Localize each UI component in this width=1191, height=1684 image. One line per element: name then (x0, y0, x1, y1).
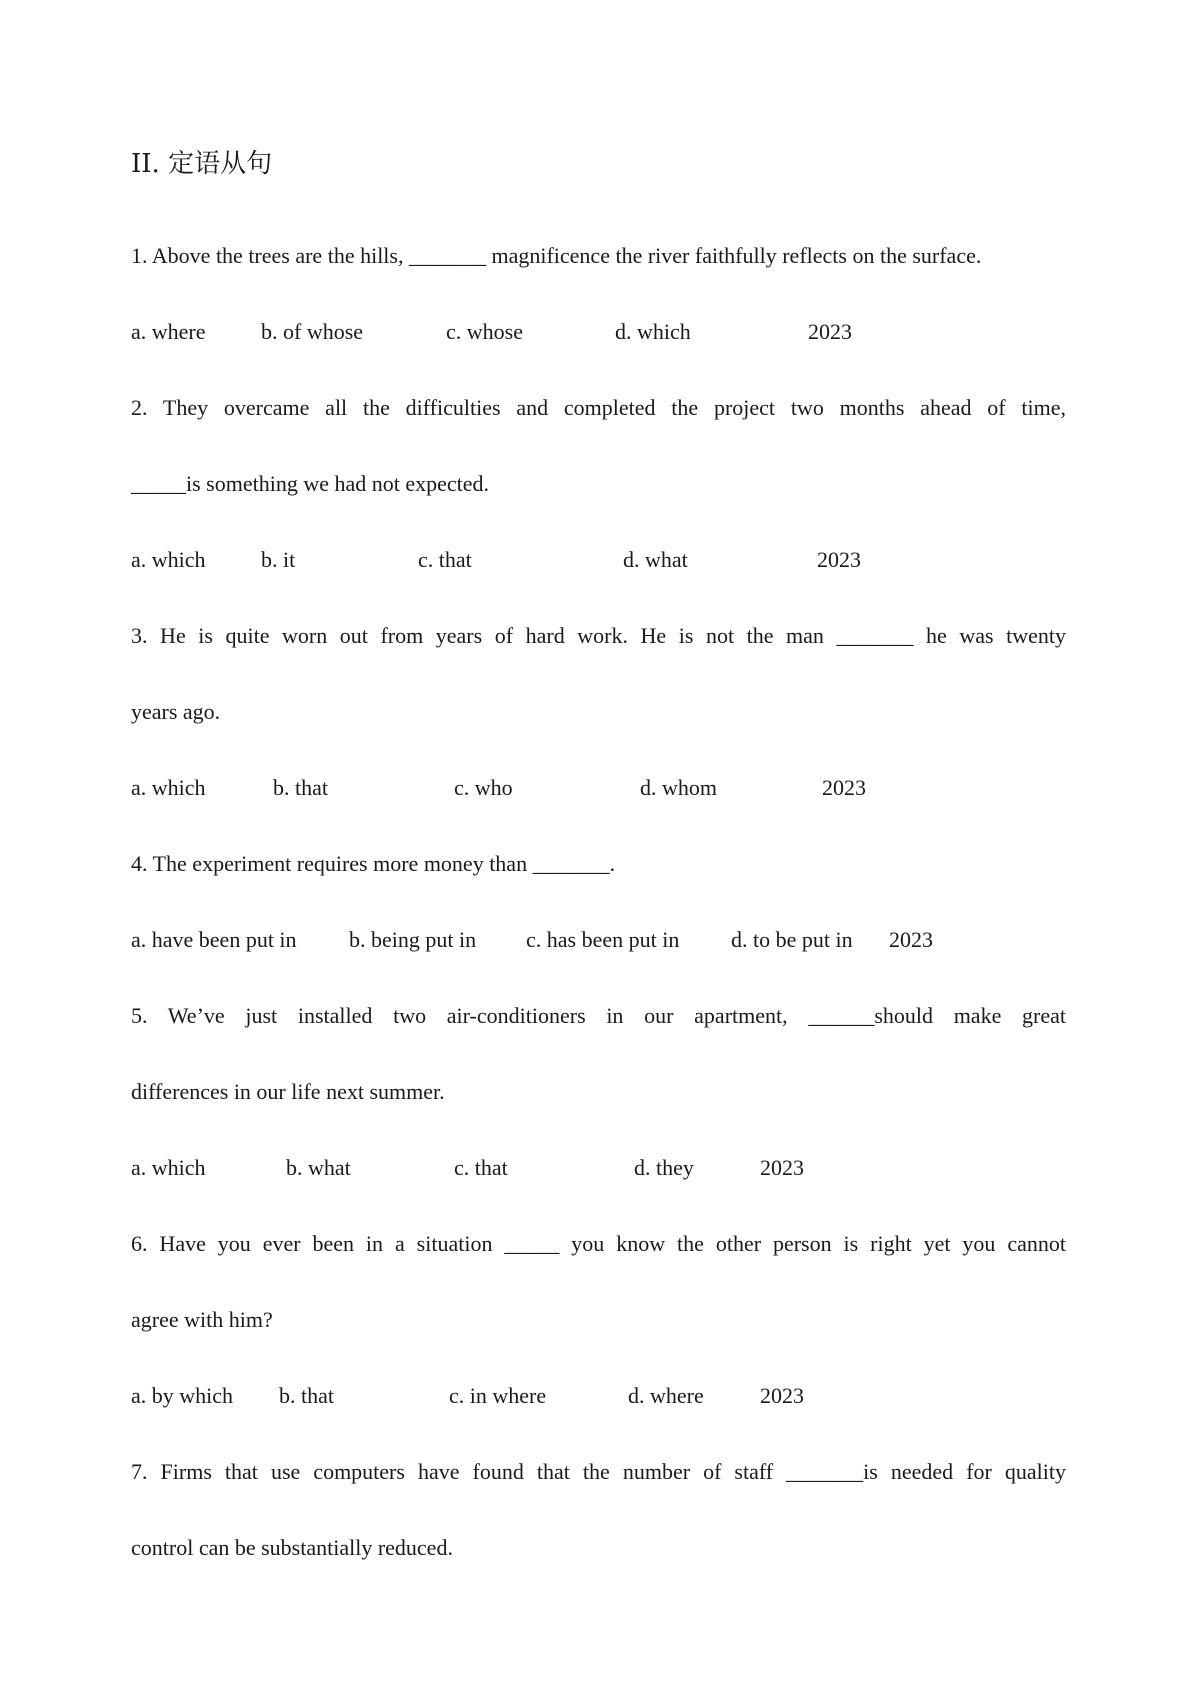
option-b: b. of whose (261, 319, 364, 344)
option-b: b. it (261, 547, 296, 572)
option-d: d. they (634, 1155, 694, 1180)
question-3-text: 3. He is quite worn out from years of hard work. He is not the man _______ he was twenty (131, 623, 1066, 648)
option-a: a. where (131, 319, 206, 344)
question-year: 2023 (822, 775, 866, 800)
option-d: d. what (623, 547, 688, 572)
option-a: a. have been put in (131, 927, 297, 952)
option-c: c. whose (446, 319, 523, 344)
question-6-text-cont: agree with him? (131, 1307, 273, 1332)
question-year: 2023 (760, 1383, 804, 1408)
question-2-text-cont: _____is something we had not expected. (131, 471, 490, 496)
option-a: a. which (131, 1155, 206, 1180)
section-heading: II. 定语从句 (131, 149, 273, 179)
option-b: b. what (286, 1155, 351, 1180)
question-7-text: 7. Firms that use computers have found that the number of staff _______is needed for quality (131, 1459, 1066, 1484)
option-c: c. has been put in (526, 927, 680, 952)
question-5-text-cont: differences in our life next summer. (131, 1079, 445, 1104)
option-c: c. who (454, 775, 513, 800)
option-d: d. where (628, 1383, 704, 1408)
question-4-text: 4. The experiment requires more money than _______. (131, 851, 616, 876)
option-a: a. which (131, 547, 206, 572)
question-6-text: 6. Have you ever been in a situation _____ you know the other person is right yet you cannot (131, 1231, 1066, 1256)
option-d: d. whom (640, 775, 717, 800)
option-b: b. that (279, 1383, 334, 1408)
question-year: 2023 (808, 319, 852, 344)
question-year: 2023 (889, 927, 933, 952)
question-3-text-cont: years ago. (131, 699, 221, 724)
option-c: c. that (418, 547, 472, 572)
question-2-text: 2. They overcame all the difficulties and completed the project two months ahead of time, (131, 395, 1066, 420)
option-c: c. that (454, 1155, 508, 1180)
question-5-text: 5. We’ve just installed two air-conditioners in our apartment, ______should make great (131, 1003, 1066, 1028)
option-d: d. to be put in (731, 927, 853, 952)
question-1-text: 1. Above the trees are the hills, _______ magnificence the river faithfully reflects on the surface. (131, 243, 982, 268)
question-year: 2023 (760, 1155, 804, 1180)
option-d: d. which (615, 319, 691, 344)
option-a: a. which (131, 775, 206, 800)
option-b: b. that (273, 775, 328, 800)
question-7-text-cont: control can be substantially reduced. (131, 1535, 453, 1560)
question-year: 2023 (817, 547, 861, 572)
option-b: b. being put in (349, 927, 477, 952)
option-c: c. in where (449, 1383, 547, 1408)
option-a: a. by which (131, 1383, 234, 1408)
